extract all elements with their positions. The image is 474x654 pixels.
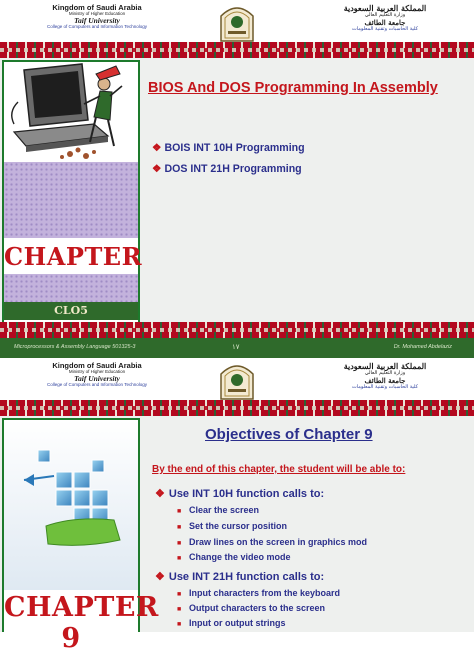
- arabic-header: [330, 4, 440, 33]
- slide-title: Objectives of Chapter 9: [205, 426, 373, 443]
- english-header: [22, 4, 172, 30]
- diamond-bullet-icon: ❖: [152, 142, 162, 154]
- computer-illustration-icon: [4, 62, 138, 162]
- objective-item: [177, 537, 367, 547]
- objective-group: [155, 570, 324, 583]
- objective-item: [177, 521, 287, 531]
- clo-badge: CLO5: [4, 302, 138, 320]
- arabic-header: [330, 362, 440, 391]
- decorative-band: [0, 42, 474, 58]
- bullet-item: [152, 142, 305, 154]
- bullet-dot-icon: ■: [177, 508, 182, 515]
- objective-item-text: Input characters from the keyboard: [189, 588, 341, 598]
- header-university-ar: جامعة الطائف: [364, 375, 406, 385]
- objective-item-text: Output characters to the screen: [189, 603, 326, 613]
- chapter-panel: [2, 60, 143, 338]
- bullet-text: DOS INT 21H Programming: [164, 163, 302, 175]
- objective-item: [177, 618, 285, 628]
- header-ministry-ar: وزارة التعليم العالي: [364, 370, 406, 377]
- objective-group-label: Use INT 21H function calls to:: [168, 571, 325, 583]
- objective-item-text: Change the video mode: [189, 552, 291, 562]
- header-university-ar: جامعة الطائف: [364, 17, 406, 27]
- header-kingdom: Kingdom of Saudi Arabia: [52, 3, 142, 12]
- university-logo-icon: [213, 360, 261, 400]
- chapter-label: CHAPTER 9: [4, 592, 159, 654]
- header-university: Taif University: [74, 16, 120, 26]
- slide-footer: [0, 338, 474, 358]
- english-header: [22, 362, 172, 388]
- diamond-bullet-icon: ❖: [155, 571, 165, 583]
- lavender-pattern: [4, 162, 138, 238]
- header-college-ar: كلية الحاسبات وتقنية المعلومات: [352, 383, 418, 390]
- footer-course: Microprocessors & Assembly Language 501325-3: [14, 344, 136, 350]
- diamond-bullet-icon: ❖: [155, 488, 165, 500]
- chapter-label: CHAPTER: [4, 242, 143, 271]
- objective-group-label: Use INT 10H function calls to:: [168, 488, 325, 500]
- objective-item-text: Input or output strings: [189, 618, 286, 628]
- chapter-panel: [2, 418, 159, 654]
- bullet-text: BOIS INT 10H Programming: [164, 142, 305, 154]
- bullet-dot-icon: ■: [177, 524, 182, 531]
- header-kingdom: Kingdom of Saudi Arabia: [52, 361, 142, 370]
- header-ministry: Ministry of Higher Education: [68, 369, 126, 375]
- header-ministry-ar: وزارة التعليم العالي: [364, 12, 406, 19]
- header-kingdom-ar: المملكة العربية السعودية: [343, 3, 427, 13]
- diamond-bullet-icon: ❖: [152, 163, 162, 175]
- header-college-ar: كلية الحاسبات وتقنية المعلومات: [352, 25, 418, 32]
- header-college: College of Computers and Information Technology: [47, 382, 147, 388]
- objective-item: [177, 588, 340, 598]
- bullet-dot-icon: ■: [177, 621, 182, 628]
- bullet-dot-icon: ■: [177, 540, 182, 547]
- decorative-band: [0, 400, 474, 416]
- bullet-dot-icon: ■: [177, 591, 182, 598]
- bullet-dot-icon: ■: [177, 606, 182, 613]
- header-ministry: Ministry of Higher Education: [68, 11, 126, 17]
- university-header: [0, 358, 474, 400]
- bullet-item: [152, 163, 302, 175]
- objective-item-text: Clear the screen: [189, 505, 260, 515]
- footer-author: Dr. Mohamed Abdelaziz: [393, 344, 452, 350]
- objective-group: [155, 487, 324, 500]
- header-college: College of Computers and Information Technology: [47, 24, 147, 30]
- footer-page-number: ١٧: [232, 344, 240, 351]
- objective-item: [177, 603, 325, 613]
- objectives-intro: By the end of this chapter, the student will be able to:: [152, 464, 406, 475]
- header-university: Taif University: [74, 374, 120, 384]
- slide-2: [0, 358, 474, 654]
- objective-item-text: Set the cursor position: [189, 521, 288, 531]
- header-kingdom-ar: المملكة العربية السعودية: [343, 361, 427, 371]
- university-logo-icon: [213, 2, 261, 42]
- decorative-band-bottom: [0, 322, 474, 338]
- objective-item-text: Draw lines on the screen in graphics mod: [189, 537, 368, 547]
- bullet-dot-icon: ■: [177, 555, 182, 562]
- glass-cubes-illustration-icon: [4, 420, 138, 590]
- objective-item: [177, 505, 259, 515]
- university-header: [0, 0, 474, 42]
- slide-title: BIOS And DOS Programming In Assembly: [148, 80, 438, 96]
- objective-item: [177, 552, 291, 562]
